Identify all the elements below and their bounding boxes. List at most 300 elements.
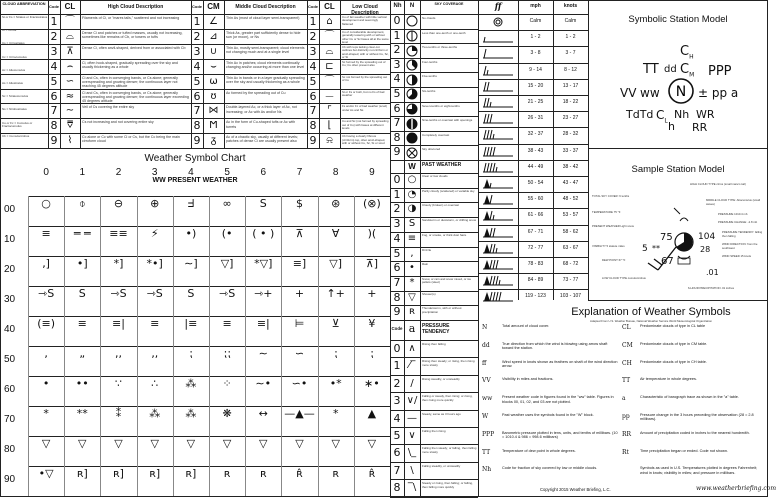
middle-cloud-symbol-icon: ᵹ [210,135,217,147]
cloud-abbreviation: Cu or Fc = Cumulus or Fractocumulus [2,120,33,129]
weather-symbol-icon: ∼ [258,347,268,360]
past-weather-code: 4 [393,231,401,245]
past-weather-description: Rain [422,262,429,267]
wind-mph: 44 - 49 [527,163,544,170]
weather-symbol-cell [64,257,100,284]
past-weather-symbol-icon: ʀ [408,306,416,318]
explanation-text: True direction from which the wind is blowing using arrow shaft toward the station. [502,341,608,351]
label-vv: VV [620,86,637,100]
weather-grid-line [209,196,210,496]
sky-cover-circle-icon [406,45,418,57]
weather-symbol-cell [100,437,136,464]
sky-code: 8 [393,130,401,144]
weather-grid-line [64,196,65,496]
weather-symbol-icon: ** [76,407,88,420]
past-weather-code: 7 [393,275,401,289]
weather-symbol-icon: (⊗) [362,197,381,210]
explanation-symbol: TT [482,448,491,456]
weather-symbol-icon: ʀ [223,467,231,480]
weather-symbol-cell [354,377,390,404]
callout-total-cover: TOTAL SKY COVER: 6 tenths [592,194,630,198]
sky-code: 5 [393,87,401,100]
cloud-abbreviation: As = Altostratus [2,81,23,85]
wind-barb-icon [479,193,517,207]
weather-symbol-cell [28,197,64,224]
weather-symbol-cell [64,287,100,314]
explanation-symbol: CL [622,324,631,331]
low-cloud-description: Cu of fair weather with little vertical development and seemingly flattened [342,15,387,26]
header-w: W [408,162,416,171]
low-cloud-description: Sc not formed by the spreading out of Cu [342,74,387,82]
symbolic-station-model [588,0,768,148]
station-model-title: Symbolic Station Model [628,14,728,25]
cloud-code: 1 [193,15,201,28]
callout-tendency: PRESSURE TENDENDY: falling then falling [722,230,763,239]
weather-row-label: 70 [4,414,16,425]
high-cloud-symbol-icon: ⌒ [65,16,75,27]
explanation-title: Explanation of Weather Symbols [571,306,731,318]
explanation-text: Past weather uses the symbols found in the "W" block. [502,413,594,417]
middle-cloud-symbol-icon: ⋈ [208,105,219,117]
sky-code: 2 [393,43,401,57]
wind-knots: 38 - 42 [562,163,579,170]
callout-dew-point: DEW POINT 67 °F [602,258,626,262]
weather-symbol-cell [318,467,354,494]
low-cloud-description: St or Fs or both, but no Fs of bad weather [342,89,385,97]
weather-symbol-icon: ▽ [78,437,87,450]
explanation-text: Total amount of cloud cover. [502,324,550,328]
high-cloud-description: Cc alone or Cc with some Ci or Cs, but the Cc being the main cirroform cloud [82,135,180,144]
wind-barb-icon [479,31,517,45]
middle-cloud-symbol-icon: ω [209,75,218,87]
explanation-symbol: RR [622,430,632,438]
wind-barb-icon [479,112,517,126]
weather-symbol-icon: * [43,407,49,420]
weather-symbol-cell [137,227,173,254]
weather-symbol-cell [318,317,354,344]
callout-present-weather: PRESENT WEATHER Light snow [592,224,634,228]
sky-coverage-description: Sky obscured [422,147,441,152]
weather-symbol-cell [64,347,100,374]
weather-symbol-icon: S [187,287,195,300]
explanation-symbol: CH [622,359,632,367]
sky-code: 0 [393,14,401,27]
pressure-code: 8 [393,481,401,495]
weather-symbol-icon: ∽ [294,347,305,360]
weather-row-label: 40 [4,324,16,335]
cloud-abbreviation: St or Fs = Stratus or Fractostratus [2,15,48,19]
weather-symbol-cell [281,467,317,494]
weather-symbol-icon: •▽ [38,467,54,480]
wind-knots: 18 - 22 [562,99,579,105]
weather-symbol-icon: + [294,287,305,300]
weather-symbol-icon: ⊨ [294,317,305,330]
wind-knots: 58 - 62 [562,228,579,235]
header-code-2: Code [192,4,202,9]
weather-symbol-cell [173,197,209,224]
weather-symbol-cell [281,437,317,464]
weather-symbol-icon: ʀ] [149,467,161,480]
weather-grid-line [100,196,101,496]
label-cm: $C_M$ [680,62,695,79]
weather-row-label: 50 [4,354,16,365]
weather-symbol-cell [173,347,209,374]
weather-symbol-cell [281,347,317,374]
weather-symbol-cell [354,287,390,314]
weather-symbol-cell [209,407,245,434]
callout-pressure: PRESSURE 1010.4 mb [718,212,748,216]
weather-symbol-cell [318,407,354,434]
middle-cloud-symbol-icon: ⊿ [209,30,218,42]
weather-symbol-cell [137,197,173,224]
weather-symbol-cell [245,347,281,374]
label-h: h [668,120,675,133]
weather-symbol-icon: ,, [114,347,122,360]
callout-middle-cloud: MIDDLE CLOUD TYPE: Altocumulus (small waves) [706,198,761,207]
past-weather-symbol-icon: ○ [407,174,417,185]
weather-symbol-cell [173,407,209,434]
sky-code: 3 [393,57,401,71]
explanation-text: Characteristic of barograph trace as shown in the "a" table. [640,395,739,400]
weather-symbol-cell [173,257,209,284]
weather-row-label: 80 [4,444,16,455]
cloud-code: 5 [50,74,58,88]
middle-cloud-description: Ac in the form of Cu-shaped tufts or Ac with turrets [226,120,296,129]
header-code-1: Code [49,4,59,9]
weather-symbol-icon: ¥ [368,317,376,330]
weather-symbol-icon: ▲ [367,407,377,420]
weather-symbol-icon: ⚡ [150,227,159,240]
weather-symbol-icon: ⊖ [113,197,124,210]
weather-symbol-icon: ═ ═ [73,227,91,240]
cloud-abbreviation: Ns = Nimbostratus [2,107,27,112]
weather-symbol-icon: ⊼ [295,227,304,240]
weather-symbol-cell [209,437,245,464]
sky-coverage-description: Five-tenths [422,74,437,79]
cloud-code: 5 [193,74,201,88]
sample-precip: .01 [706,268,719,277]
header-pt-a: a [408,322,416,335]
weather-symbol-cell [64,197,100,224]
explanation-text: Air temperature in whole degrees. [640,377,697,382]
header-nh: Nh [393,3,402,9]
cloud-code: 7 [193,104,201,118]
weather-symbol-cell [245,257,281,284]
weather-symbol-cell [28,257,64,284]
sky-cover-circle-icon [406,15,418,27]
header-ch-symbol: CL [324,2,335,11]
wind-knots: 13 - 17 [562,82,579,89]
label-ppp: PPP [708,64,732,79]
explanation-text: Visibility in miles and fractions. [502,377,554,382]
weather-chart-subtitle: WW PRESENT WEATHER [152,177,238,184]
wind-barb-icon [479,96,517,110]
weather-symbol-cell [100,317,136,344]
weather-symbol-cell [354,227,390,254]
weather-symbol-cell [100,197,136,224]
weather-symbol-icon: S [259,197,267,210]
middle-cloud-description: Thin Ac, mostly semi-transparent; cloud elements not changing much and at a single level [226,45,305,54]
weather-symbol-cell [245,407,281,434]
weather-grid-line [28,196,29,496]
explanation-symbol: VV [482,377,491,385]
website: www.weatherbriefing.com [696,485,776,492]
weather-symbol-cell [28,287,64,314]
low-cloud-symbol-icon: ⍾ [326,135,333,147]
pressure-tendency-icon: ‾\ [407,482,417,494]
weather-symbol-icon: „ [79,347,86,360]
low-cloud-symbol-icon: ⌊ [327,120,332,132]
pressure-code: 4 [393,411,401,425]
past-weather-symbol-icon: * [409,276,415,288]
middle-cloud-symbol-icon: ∠ [209,16,218,27]
explanation-text: Wind speed in knots shown as feathers on shaft of the wind direction arrow. [502,359,618,368]
callout-high-cloud: HIGH CLOUD TYPE cirrus (small mare's tail) [690,182,746,186]
weather-row-label: 00 [4,204,16,215]
explanation-text: Barometric pressure plotted in tens, units, and tenths of millibars. (10 = 1010.4 & 986 = 998.6 millibars) [502,430,618,440]
cloud-code: 1 [50,15,58,28]
weather-symbol-icon: ∗• [364,377,380,390]
weather-symbol-cell [100,467,136,494]
weather-symbol-cell [28,437,64,464]
weather-symbol-cell [209,287,245,314]
callout-visibility: VISIBILITY 5 statute miles [592,244,625,248]
weather-symbol-cell [173,437,209,464]
past-weather-code: 8 [393,290,401,304]
wind-table [478,0,588,300]
wind-knots: 53 - 57 [562,212,579,219]
high-cloud-description: Ci, often hook-shaped, gradually spreading over the sky and usually thickening as a whole [82,60,178,69]
low-cloud-symbol-icon: ⌜ [327,105,332,117]
weather-symbol-cell [137,437,173,464]
weather-symbol-icon: ↑+ [326,287,345,300]
weather-symbol-cell [137,257,173,284]
sky-cover-circle-icon [406,147,418,159]
weather-symbol-icon: ⁂ [185,407,197,420]
weather-symbol-icon: ( • ) [252,227,275,240]
pressure-code: 7 [393,463,401,477]
cloud-code: 4 [193,59,201,73]
pressure-code: 3 [393,394,401,408]
wind-mph: 84 - 89 [527,277,544,284]
label-cl: $C_L$ [656,108,668,125]
cloud-code: 5 [309,74,317,88]
past-weather-description: Thunderstorm, with or without precipitation [422,306,462,314]
cloud-code: 3 [193,44,201,58]
label-dd: dd [664,64,677,75]
pressure-tendency-description: Rising then steady; or rising, then rising more slowly [422,359,475,367]
header-past-weather: PAST WEATHER [422,162,462,168]
weather-column-label: 2 [115,167,122,178]
explanation-symbol: W [482,413,489,420]
sample-dew: 67 [661,256,674,267]
weather-symbol-icon: ▽ [259,437,268,450]
past-weather-code: 5 [393,246,401,260]
wind-mph: 67 - 71 [527,228,544,235]
weather-symbol-icon: ⊛ [331,197,341,210]
weather-symbol-icon: ⇾+ [254,287,273,300]
weather-symbol-cell [209,317,245,344]
weather-symbol-cell [173,317,209,344]
high-cloud-symbol-icon: ∽ [65,75,75,87]
callout-low-cloud: LOW CLOUD TYPE cumulonimbus [602,276,646,280]
weather-symbol-cell [281,407,317,434]
high-cloud-symbol-icon: ⌢ [66,60,74,72]
high-cloud-description: Dense Ci, often anvil-shaped, derived from or associated with Cb [82,45,186,50]
wind-mph: 15 - 20 [527,82,544,89]
header-n: N [409,3,415,9]
sky-coverage-description: Completely overcast [422,132,450,137]
pressure-tendency-icon: — [407,412,417,424]
weather-symbol-cell [28,347,64,374]
header-cloud-abbreviation: CLOUD ABBREVIATION [2,2,46,6]
weather-symbol-cell [318,377,354,404]
weather-symbol-icon: ≡ [150,317,160,330]
weather-symbol-icon: |≡ [184,317,198,330]
wind-knots: 63 - 67 [562,244,579,251]
weather-symbol-cell [354,347,390,374]
weather-symbol-cell [100,407,136,434]
label-tt: TT [643,62,659,77]
sky-cover-circle-icon [406,88,418,100]
weather-symbol-cell [28,377,64,404]
past-weather-description: Drizzle [422,247,432,252]
low-cloud-description: Cb having a clearly fibrous (cirriform) top, often anvil-shaped, with or without Cu, Sc, St or scud [342,134,386,145]
high-cloud-description: Ci and Cs, often in converging bands, or Cs alone; generally overspreading and growing denser; the continuous layer exceeding 45 degrees altitude [82,90,189,103]
weather-symbol-icon: ≡ [41,227,51,240]
weather-symbol-icon: ▽ [41,437,51,450]
high-cloud-symbol-icon: ⩢ [66,120,74,132]
pressure-tendency-description: Steady, same as 3 hours ago [422,411,461,416]
weather-symbol-icon: ⁘ [222,377,232,390]
weather-symbol-icon: ∽• [291,377,308,390]
explanation-symbol: pp [622,413,630,420]
high-cloud-symbol-icon: ⌇ [67,135,73,147]
weather-symbol-icon: ▽ [186,437,196,450]
weather-symbol-cell [281,257,317,284]
weather-symbol-cell [281,227,317,254]
explanation-symbol: N [482,324,488,331]
weather-symbol-icon: ‚‚ [151,347,159,360]
high-cloud-description: Veil of Cs covering the entire sky [82,105,135,110]
weather-symbol-cell [245,317,281,344]
weather-symbol-cell [64,467,100,494]
past-weather-symbol-icon: , [410,247,414,259]
wind-knots: 68 - 72 [562,261,579,267]
weather-symbol-cell [354,467,390,494]
weather-symbol-icon: ⇾S [37,287,55,300]
past-weather-description: Partly cloudy (scattered) or variable sky [422,188,475,193]
wind-mph: 78 - 83 [527,261,544,267]
sky-coverage-description: No clouds [422,16,436,20]
weather-grid-line [354,196,355,496]
weather-symbol-cell [281,317,317,344]
header-knots: knots [563,3,578,9]
past-weather-code: 3 [393,217,401,231]
low-cloud-description: Cu of considerable development, generally towering with or without other Cu or Sc bases all at the same level [342,29,389,45]
weather-symbol-icon: ʀ] [76,467,88,480]
weather-symbol-icon: ≡ [77,317,87,330]
weather-symbol-icon: •* [329,377,342,390]
weather-symbol-cell [318,347,354,374]
weather-symbol-icon: ▽] [329,257,343,270]
wind-barb-icon [479,209,517,223]
weather-symbol-cell [318,287,354,314]
explanation-symbol: dd [482,341,490,349]
callout-precipitation: 6-HOUR PRECIPITATION .01 inches [688,286,735,290]
pressure-tendency-icon: \ [410,464,414,476]
pressure-tendency-description: Falling then steady; or falling, then falling more slowly [422,446,477,454]
past-weather-description: Clear or few clouds [422,174,448,178]
weather-symbol-cell [173,227,209,254]
weather-symbol-icon: (≡) [37,317,55,330]
weather-row-label: 10 [4,234,16,245]
wind-mph: 50 - 54 [527,180,544,186]
cloud-code: 6 [50,89,58,103]
explanation-text: Present weather code in figures found in the "ww" table. Figures in blocks 00, 01, 02, and 03 are not plotted. [502,395,614,404]
wind-knots: 48 - 52 [562,196,579,203]
sky-cover-circle-icon [406,103,418,115]
weather-symbol-cell [318,437,354,464]
weather-symbol-cell [64,407,100,434]
weather-symbol-icon: ∞ [222,197,232,210]
weather-symbol-cell [281,377,317,404]
past-weather-table [390,160,478,320]
weather-symbol-icon: ▽ [114,437,123,450]
low-cloud-symbol-icon: ⌓ [325,45,334,57]
cloud-table [0,0,390,148]
sample-temp: 75 [660,232,673,243]
pressure-code: 5 [393,429,401,442]
weather-symbol-icon: $ [295,197,303,210]
wind-mph: 3 - 8 [530,50,541,57]
weather-symbol-icon: * [332,407,339,420]
sky-coverage-description: Less than one-tenth or one-tenth [422,30,466,35]
weather-symbol-icon: ▽] [220,257,234,270]
weather-symbol-cell [173,287,209,314]
middle-cloud-symbol-icon: Ϻ [209,120,218,132]
wind-mph: 32 - 37 [527,131,544,138]
cloud-code: 3 [309,44,317,58]
high-cloud-description: Cs not increasing and not covering entire sky [82,120,154,125]
wind-barb-icon [479,242,517,256]
sky-coverage-description: Four-tenths [422,59,438,64]
copyright: Copyright 2015 Weather Briefing, L.C. [540,487,611,492]
weather-symbol-cell [100,377,136,404]
weather-symbol-icon: ⇾S [218,287,236,300]
low-cloud-description: Fs and/or Fc of bad weather (scud) under As and Ns [342,104,387,112]
weather-symbol-icon: ⁏ [333,347,338,360]
weather-symbol-cell [28,467,64,494]
pressure-tendency-description: Steady or rising, then falling; or falling, then falling more quickly [422,481,473,489]
weather-symbol-icon: ▽ [367,437,377,450]
cloud-abbreviation: Cc = Cirrocumulus [2,54,27,59]
weather-symbol-icon: ʀ [259,467,267,480]
weather-column-label: 6 [260,167,267,178]
sky-code: 9 [393,145,401,159]
wind-barb-icon [479,128,517,142]
wind-barb-icon [479,80,517,94]
high-cloud-description: Ci and Cs, often in converging bands, or Cs alone; generally overspreading and growing denser; the continuous layer not reaching 45 degrees altitude [82,75,178,88]
sample-ww: ** [652,244,660,253]
pressure-tendency-icon: ∨ [408,430,416,441]
weather-symbol-cell [318,227,354,254]
low-cloud-symbol-icon: ⏤ [325,90,334,102]
weather-column-label: 5 [224,167,230,178]
weather-symbol-icon: ⊕ [150,197,160,210]
header-pt-code: Code [391,326,403,331]
weather-symbol-icon: ∴ [151,377,159,390]
